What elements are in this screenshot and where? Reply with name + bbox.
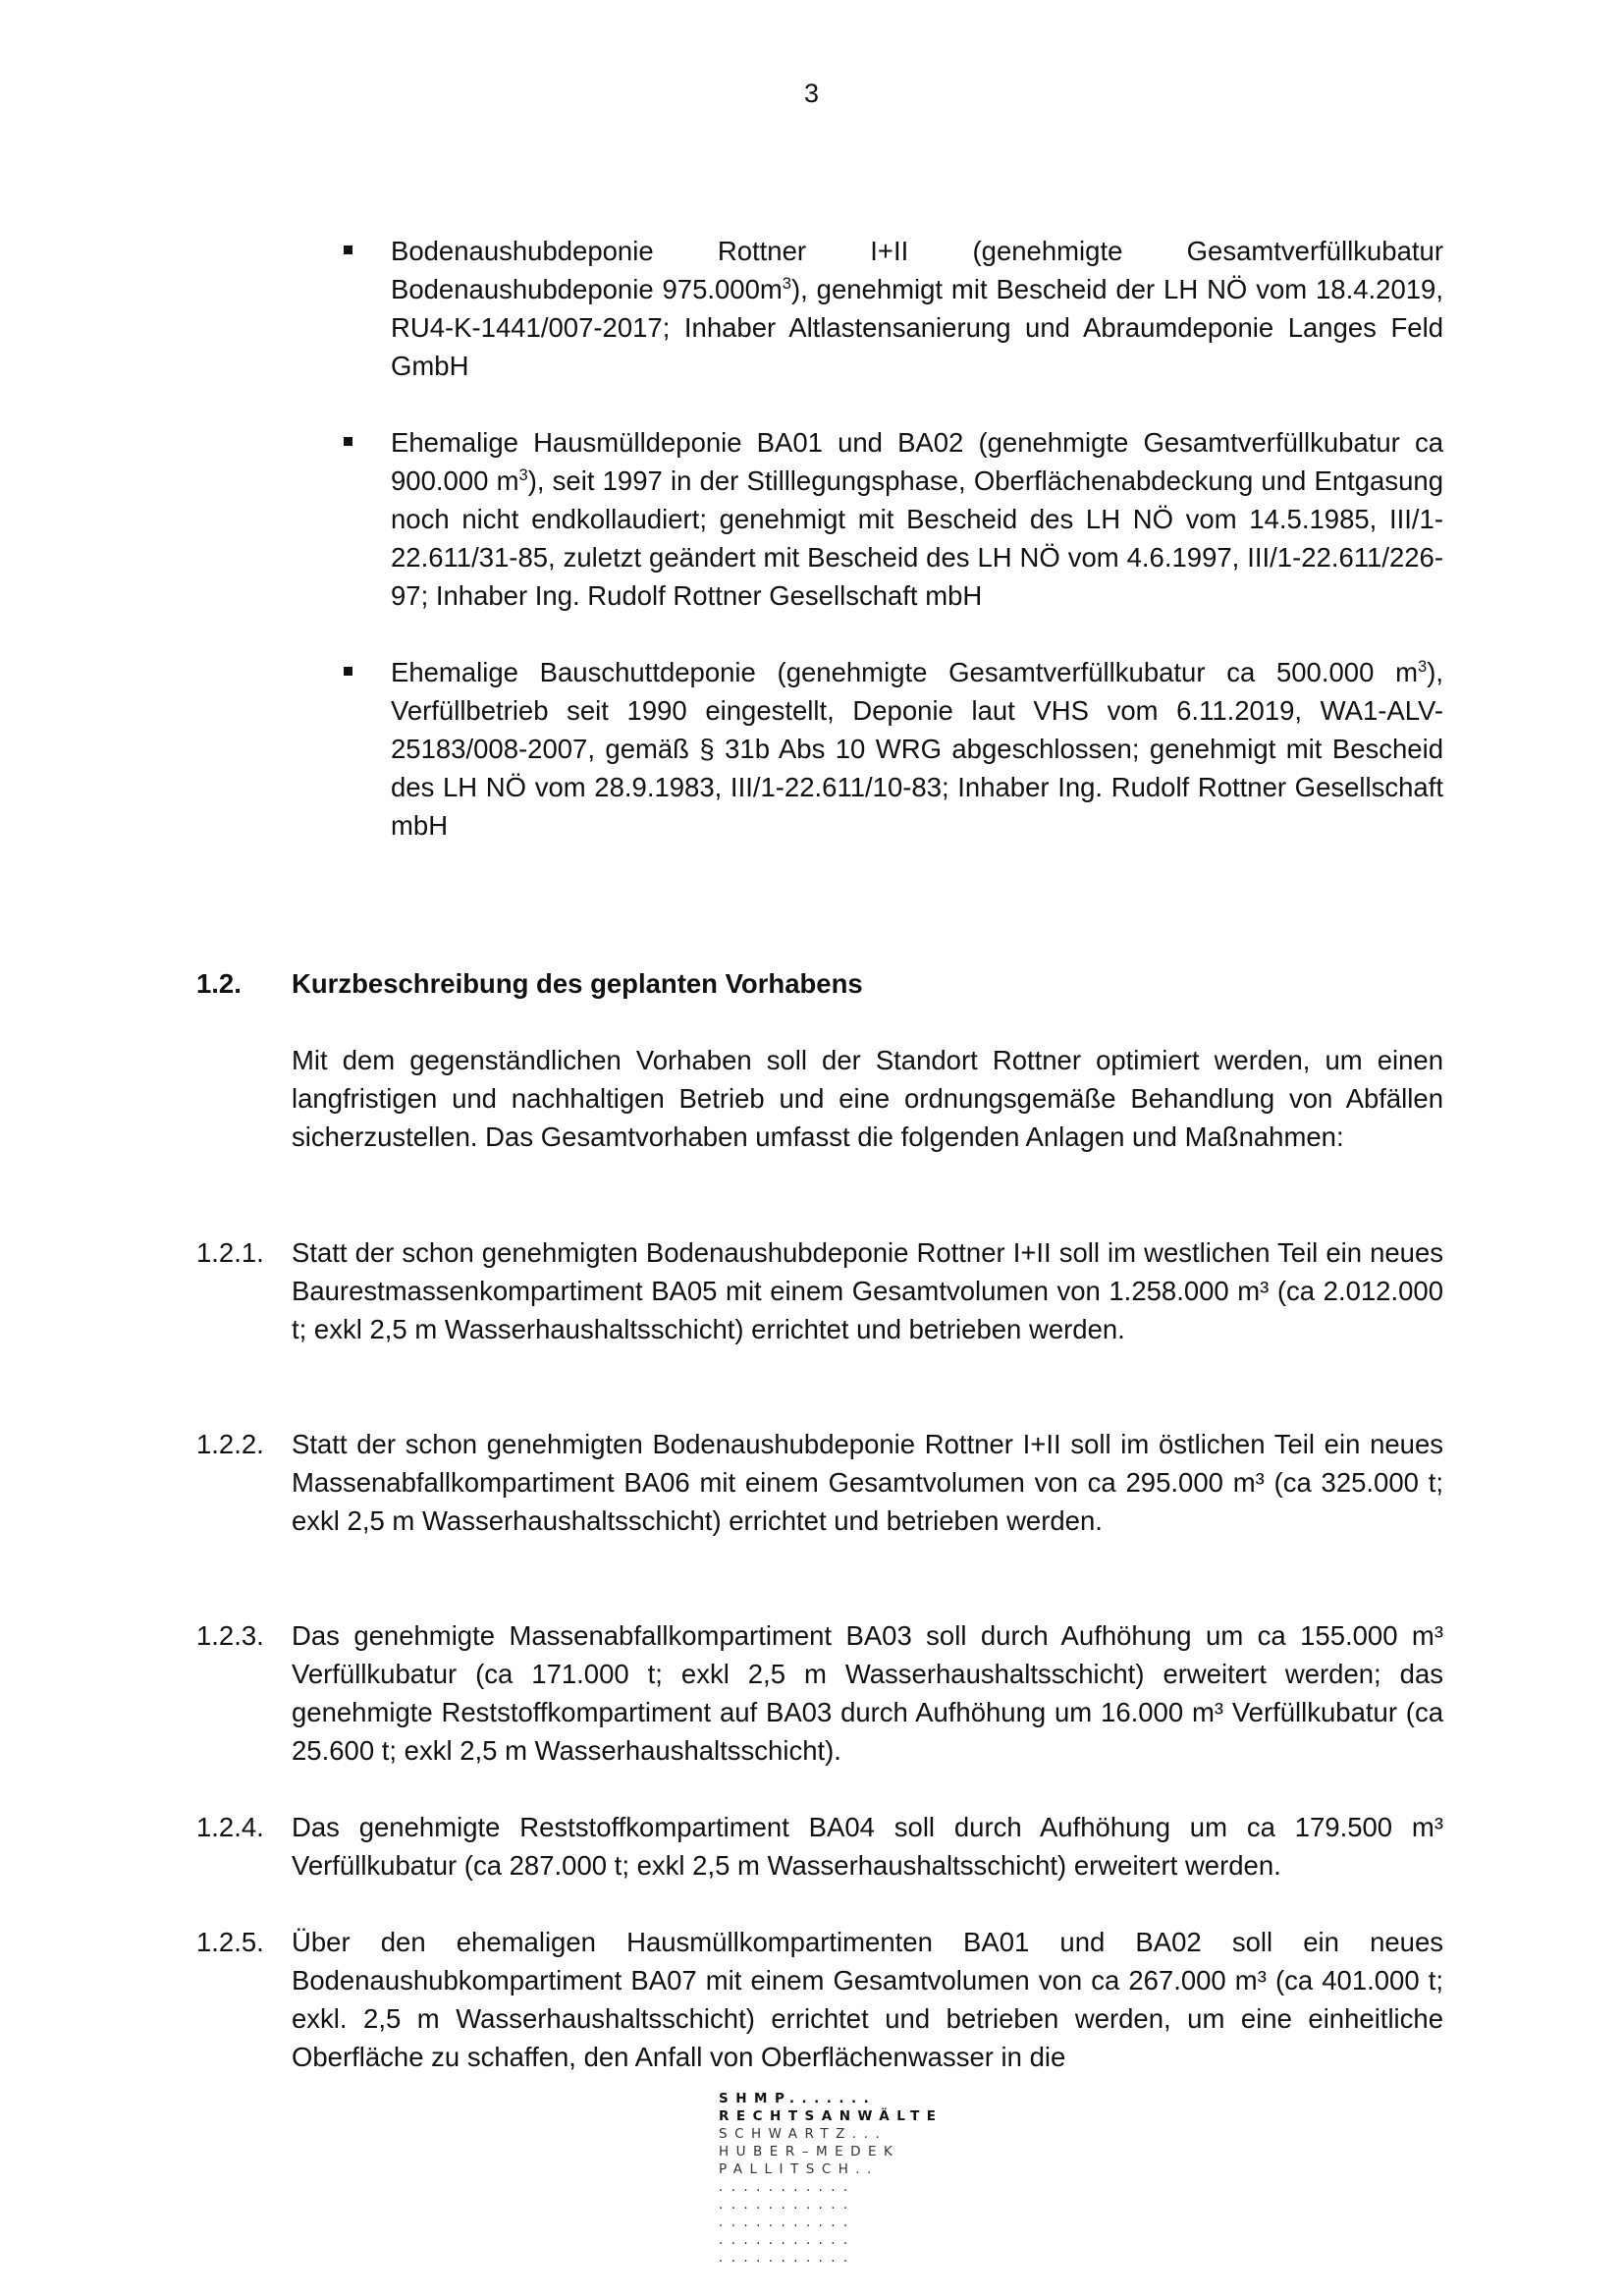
- logo-dot-row: ...........: [719, 2214, 856, 2230]
- section-title: Kurzbeschreibung des geplanten Vorhabens: [292, 968, 863, 999]
- square-bullet-icon: [344, 437, 352, 446]
- logo-dot-row: ...........: [719, 2232, 856, 2248]
- square-bullet-icon: [344, 246, 352, 254]
- logo-line: SCHWARTZ...: [719, 2126, 888, 2142]
- section-heading: [196, 964, 1443, 1003]
- section-number: 1.2.: [196, 968, 242, 999]
- page-number: 3: [803, 79, 820, 108]
- logo-dot-row: ...........: [719, 2250, 856, 2266]
- logo-dot-row: ...........: [719, 2197, 856, 2213]
- square-bullet-icon: [344, 667, 352, 676]
- list-item-text: Ehemalige Hausmülldeponie BA01 und BA02 (genehmigte Gesamtverfüllkubatur ca 900.000 $m^3$), seit 1997 in der Stilllegungsphase, Oberflächenabdeckung und Entgasung noch nicht endkollaudiert; genehmigt mit Bescheid des LH NÖ vom 14.5.1985, III/1-22.611/31-85, zuletzt geändert mit Bescheid des LH NÖ vom 4.6.1997, III/1-22.611/226-97; Inhaber Ing. Rudolf Rottner Gesellschaft mbH: [391, 427, 1443, 611]
- numbered-item: [196, 1923, 1443, 2076]
- item-text: Statt der schon genehmigten Bodenaushubdeponie Rottner I+II soll im östlichen Teil ein neues Massenabfallkompartiment BA06 mit einem Gesamtvolumen von ca 295.000 m³ (ca 325.000 t; exkl 2,5 m Wasserhaushaltsschicht) errichtet und betrieben werden.: [292, 1429, 1443, 1536]
- numbered-item: [196, 1616, 1443, 1770]
- item-number: 1.2.2.: [196, 1429, 264, 1459]
- section-intro: Mit dem gegenständlichen Vorhaben soll der Standort Rottner optimiert werden, um einen langfristigen und nachhaltigen Betrieb und eine ordnungsgemäße Behandlung von Abfällen sicherzustellen. Das Gesamtvorhaben umfasst die folgenden Anlagen und Maßnahmen:: [292, 1045, 1443, 1152]
- logo-line: PALLITSCH..: [719, 2161, 879, 2177]
- logo-line: RECHTSANWÄLTE: [719, 2108, 944, 2124]
- item-text: Über den ehemaligen Hausmüllkompartimenten BA01 und BA02 soll ein neues Bodenaushubkompartiment BA07 mit einem Gesamtvolumen von ca 267.000 m³ (ca 401.000 t; exkl. 2,5 m Wasserhaushaltsschicht) errichtet und betrieben werden, um eine einheitliche Oberfläche zu schaffen, den Anfall von Oberflächenwasser in die: [292, 1927, 1443, 2072]
- list-item: [344, 653, 1443, 845]
- list-item: [344, 232, 1443, 385]
- item-number: 1.2.4.: [196, 1812, 264, 1842]
- item-number: 1.2.3.: [196, 1620, 264, 1651]
- logo-dot-row: ...........: [719, 2179, 856, 2195]
- numbered-item: [196, 1233, 1443, 1348]
- logo-line: SHMP.......: [719, 2091, 877, 2106]
- list-item-text: Bodenaushubdeponie Rottner I+II (genehmigte Gesamtverfüllkubatur Bodenaushubdeponie $975.000m^3$), genehmigt mit Bescheid der LH NÖ vom 18.4.2019, RU4-K-1441/007-2017; Inhaber Altlastensanierung und Abraumdeponie Langes Feld GmbH: [391, 236, 1443, 381]
- existing-landfills-list: [344, 232, 1443, 883]
- list-item: [344, 423, 1443, 615]
- item-number: 1.2.1.: [196, 1237, 264, 1268]
- numbered-item: [196, 1425, 1443, 1540]
- list-item-text: Ehemalige Bauschuttdeponie (genehmigte Gesamtverfüllkubatur ca 500.000 $m^3$), Verfüllbetrieb seit 1990 eingestellt, Deponie laut VHS vom 6.11.2019, WA1-ALV-25183/008-2007, gemäß § 31b Abs 10 WRG abgeschlossen; genehmigt mit Bescheid des LH NÖ vom 28.9.1983, III/1-22.611/10-83; Inhaber Ing. Rudolf Rottner Gesellschaft mbH: [391, 657, 1443, 841]
- numbered-item: [196, 1808, 1443, 1885]
- item-text: Statt der schon genehmigten Bodenaushubdeponie Rottner I+II soll im westlichen Teil ein neues Baurestmassenkompartiment BA05 mit einem Gesamtvolumen von 1.258.000 m³ (ca 2.012.000 t; exkl 2,5 m Wasserhaushaltsschicht) errichtet und betrieben werden.: [292, 1237, 1443, 1344]
- item-text: Das genehmigte Reststoffkompartiment BA04 soll durch Aufhöhung um ca 179.500 m³ Verfüllkubatur (ca 287.000 t; exkl 2,5 m Wasserhaushaltsschicht) erweitert werden.: [292, 1812, 1443, 1881]
- logo-line: HUBER–MEDEK: [719, 2144, 900, 2159]
- item-number: 1.2.5.: [196, 1927, 264, 1957]
- item-text: Das genehmigte Massenabfallkompartiment BA03 soll durch Aufhöhung um ca 155.000 m³ Verfüllkubatur (ca 171.000 t; exkl 2,5 m Wasserhaushaltsschicht) erweitert werden; das genehmigte Reststoffkompartiment auf BA03 durch Aufhöhung um 16.000 m³ Verfüllkubatur (ca 25.600 t; exkl 2,5 m Wasserhaushaltsschicht).: [292, 1620, 1443, 1766]
- firm-logo: [719, 2090, 944, 2267]
